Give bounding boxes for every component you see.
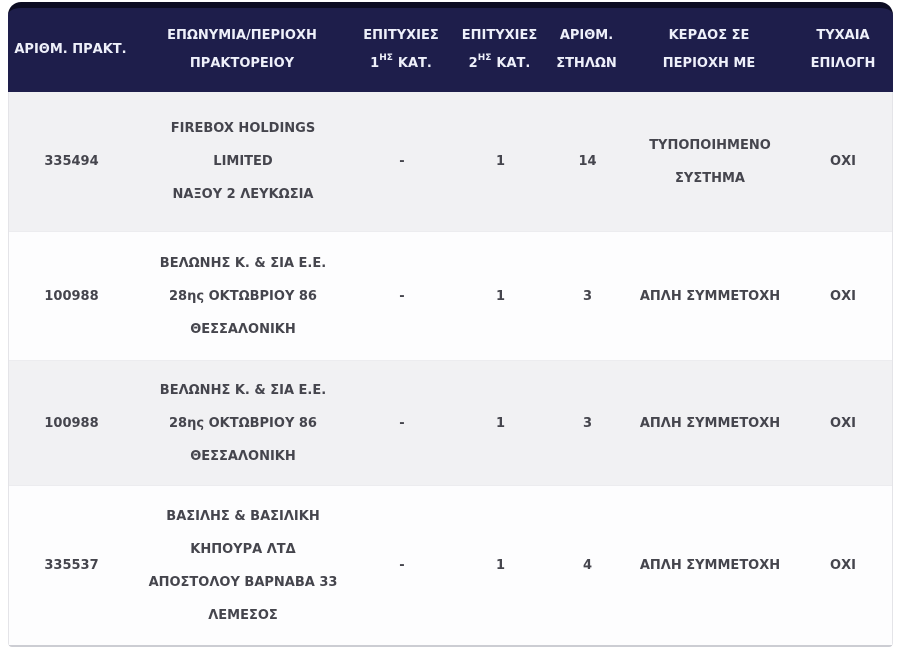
column-header-agency-name-area <box>133 8 351 92</box>
cell-agency-name-area <box>134 372 352 475</box>
cell-successes-cat2: 1 <box>495 154 506 169</box>
column-header-agency-number <box>8 8 133 92</box>
cell-win-in-area-with <box>626 405 794 442</box>
column-header-random-selection <box>793 8 893 92</box>
cell-random-selection: ΟΧΙ <box>830 558 856 573</box>
header-line: $2^{H\Sigma}$ ΚΑΤ. <box>468 53 531 71</box>
cell-successes-cat2: 1 <box>495 288 506 304</box>
name-line: FIREBOX HOLDINGS <box>170 121 316 136</box>
header-line: ΤΥΧΑΙΑ <box>816 28 870 44</box>
win-line: ΤΥΠΟΠΟΙΗΜΕΝΟ <box>649 137 771 153</box>
header-line: ΕΠΙΤΥΧΙΕΣ <box>363 28 439 44</box>
name-line: 28ης ΟΚΤΩΒΡΙΟΥ 86 <box>169 415 317 431</box>
name-line: ΒΕΛΩΝΗΣ Κ. & ΣΙΑ Ε.Ε. <box>159 255 327 271</box>
column-header-number-of-columns <box>548 8 625 92</box>
cell-agency-number: 335494 <box>44 154 99 169</box>
cell-agency-number: 100988 <box>44 415 99 431</box>
win-line: ΑΠΛΗ ΣΥΜΜΕΤΟΧΗ <box>639 288 781 304</box>
cell-successes-cat1: - <box>399 154 405 169</box>
cell-win-in-area-with <box>626 127 794 197</box>
win-line: ΣΥΣΤΗΜΑ <box>675 170 745 186</box>
agency-results-table <box>8 2 893 647</box>
name-line: 28ης ΟΚΤΩΒΡΙΟΥ 86 <box>169 288 317 304</box>
cell-agency-name-area <box>134 498 352 634</box>
ordinal-superscript: ΗΣ <box>477 53 492 64</box>
cell-win-in-area-with <box>626 278 794 315</box>
table-header-row <box>8 2 893 92</box>
cell-number-of-columns: 14 <box>578 154 597 169</box>
header-line: ΚΕΡΔΟΣ ΣΕ <box>668 28 750 44</box>
table-row <box>9 92 892 232</box>
cell-agency-number: 100988 <box>44 288 99 304</box>
column-header-win-in-area-with <box>625 8 793 92</box>
name-line: ΑΠΟΣΤΟΛΟΥ ΒΑΡΝΑΒΑ 33 <box>148 574 338 590</box>
header-line: ΠΕΡΙΟΧΗ ΜΕ <box>662 55 756 71</box>
name-line: LIMITED <box>213 154 273 169</box>
header-line: $1^{H\Sigma}$ ΚΑΤ. <box>370 53 432 71</box>
cell-random-selection: ΟΧΙ <box>830 415 856 431</box>
header-line: ΠΡΑΚΤΟΡΕΙΟΥ <box>189 55 295 71</box>
cell-successes-cat2: 1 <box>495 558 506 573</box>
win-line: ΑΠΛΗ ΣΥΜΜΕΤΟΧΗ <box>639 558 781 573</box>
header-line: ΑΡΙΘΜ. ΠΡΑΚΤ. <box>14 41 127 57</box>
column-header-successes-cat1 <box>351 8 451 92</box>
column-header-successes-cat2 <box>451 8 548 92</box>
cell-agency-number: 335537 <box>44 558 99 573</box>
header-line: ΕΠΙΤΥΧΙΕΣ <box>461 28 538 44</box>
name-line: ΒΕΛΩΝΗΣ Κ. & ΣΙΑ Ε.Ε. <box>159 382 327 398</box>
name-line: ΘΕΣΣΑΛΟΝΙΚΗ <box>190 321 296 337</box>
cell-win-in-area-with <box>626 547 794 584</box>
name-line: ΒΑΣΙΛΗΣ & ΒΑΣΙΛΙΚΗ <box>166 508 320 524</box>
cell-number-of-columns: 3 <box>582 415 593 431</box>
cell-successes-cat2: 1 <box>495 415 506 431</box>
name-line: ΝΑΞΟΥ 2 ΛΕΥΚΩΣΙΑ <box>172 187 314 202</box>
ordinal-superscript: ΗΣ <box>379 53 393 64</box>
name-line: ΛΕΜΕΣΟΣ <box>208 607 278 623</box>
header-line: ΣΤΗΛΩΝ <box>556 55 617 71</box>
table-row <box>9 361 892 486</box>
cell-agency-name-area <box>134 245 352 348</box>
name-line: ΚΗΠΟΥΡΑ ΛΤΔ <box>190 541 296 557</box>
cell-random-selection: ΟΧΙ <box>830 154 856 169</box>
header-line: ΕΠΩΝΥΜΙΑ/ΠΕΡΙΟΧΗ <box>167 28 317 44</box>
header-line: ΑΡΙΘΜ. <box>559 28 614 44</box>
table-row <box>9 486 892 645</box>
cell-agency-name-area <box>134 110 352 213</box>
cell-successes-cat1: - <box>399 558 405 573</box>
table-body <box>8 92 893 647</box>
cell-number-of-columns: 4 <box>582 558 593 573</box>
cell-random-selection: ΟΧΙ <box>830 288 856 304</box>
table-row <box>9 232 892 361</box>
header-line: ΕΠΙΛΟΓΗ <box>810 55 876 71</box>
cell-number-of-columns: 3 <box>582 288 593 304</box>
win-line: ΑΠΛΗ ΣΥΜΜΕΤΟΧΗ <box>639 415 781 431</box>
name-line: ΘΕΣΣΑΛΟΝΙΚΗ <box>190 448 296 464</box>
cell-successes-cat1: - <box>399 288 405 304</box>
cell-successes-cat1: - <box>399 415 405 431</box>
